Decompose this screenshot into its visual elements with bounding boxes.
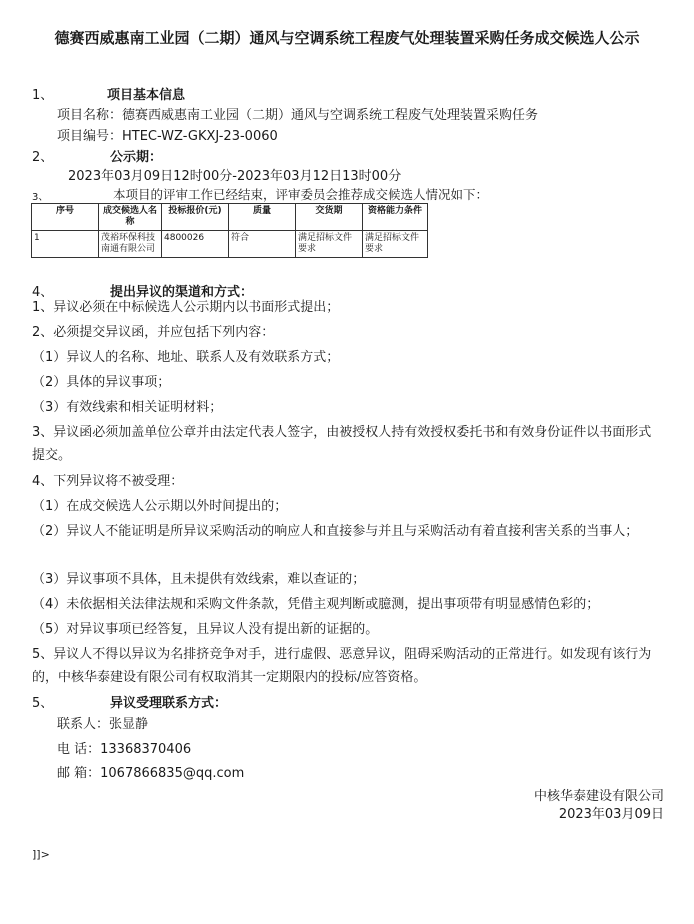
section-5-number: 5、 xyxy=(32,696,54,711)
header-cell: 资格能力条件 xyxy=(363,204,428,231)
header-cell: 质量 xyxy=(229,204,296,231)
footer-date: 2023年03月09日 xyxy=(558,807,664,822)
header-cell: 序号 xyxy=(32,204,99,231)
candidate-table xyxy=(31,203,428,258)
objection-line: （3）有效线索和相关证明材料； xyxy=(32,400,223,415)
publicity-period: 2023年03月09日12时00分-2023年03月12日13时00分 xyxy=(68,169,402,184)
table-cell: 满足招标文件要求 xyxy=(363,231,428,258)
objection-line: 4、下列异议将不被受理： xyxy=(32,474,184,489)
table-cell: 满足招标文件要求 xyxy=(296,231,363,258)
project-name: 项目名称：德赛西威惠南工业园（二期）通风与空调系统工程废气处理装置采购任务 xyxy=(57,108,539,123)
table-cell: 1 xyxy=(32,231,99,258)
table-cell: 符合 xyxy=(229,231,296,258)
contact-phone: 电 话：13368370406 xyxy=(57,742,192,757)
objection-line: （2）异议人不能证明是所异议采购活动的响应人和直接参与并且与采购活动有着直接利害关系的当事人； xyxy=(32,524,639,539)
contact-email: 邮 箱：1067866835@qq.com xyxy=(57,766,245,781)
section-3-number: 3、 xyxy=(32,192,49,203)
contact-person: 联系人：张显静 xyxy=(57,717,149,732)
trailing-mark: ]]> xyxy=(32,848,50,861)
table-row xyxy=(32,231,428,258)
objection-line: （5）对异议事项已经答复，且异议人没有提出新的证据的。 xyxy=(32,622,379,637)
objection-line: （1）异议人的名称、地址、联系人及有效联系方式； xyxy=(32,350,340,365)
page-title: 德赛西威惠南工业园（二期）通风与空调系统工程废气处理装置采购任务成交候选人公示 xyxy=(54,29,640,47)
section-3-text: 本项目的评审工作已经结束，评审委员会推荐成交候选人情况如下： xyxy=(113,187,489,202)
objection-line: 1、异议必须在中标候选人公示期内以书面形式提出； xyxy=(32,300,340,315)
section-4-number: 4、 xyxy=(32,285,54,300)
table-cell: 茂裕环保科技南通有限公司 xyxy=(99,231,162,258)
section-1-number: 1、 xyxy=(32,88,54,103)
objection-line: 3、异议函必须加盖单位公章并由法定代表人签字，由被授权人持有效授权委托书和有效身份证件以书面形式提交。 xyxy=(32,425,652,463)
header-cell: 成交候选人名称 xyxy=(99,204,162,231)
footer-company: 中核华泰建设有限公司 xyxy=(533,789,664,804)
objection-line: 5、异议人不得以异议为名排挤竞争对手，进行虚假、恶意异议，阻碍采购活动的正常进行。如发现有该行为的，中核华泰建设有限公司有权取消其一定期限内的投标/应答资格。 xyxy=(32,647,652,685)
objection-line: （3）异议事项不具体，且未提供有效线索，难以查证的； xyxy=(32,572,366,587)
section-2-number: 2、 xyxy=(32,150,54,165)
objection-line: （4）未依据相关法律法规和采购文件条款，凭借主观判断或臆测，提出事项带有明显感情色彩的； xyxy=(32,597,600,612)
section-4-heading: 提出异议的渠道和方式： xyxy=(110,285,254,300)
section-1-heading: 项目基本信息 xyxy=(107,88,186,103)
project-code: 项目编号：HTEC-WZ-GKXJ-23-0060 xyxy=(57,129,278,144)
header-cell: 投标报价(元) xyxy=(162,204,229,231)
table-cell: 4800026 xyxy=(162,231,229,258)
objection-line: （1）在成交候选人公示期以外时间提出的； xyxy=(32,499,288,514)
objection-line: 2、必须提交异议函，并应包括下列内容： xyxy=(32,325,275,340)
section-5-heading: 异议受理联系方式： xyxy=(110,696,228,711)
header-cell: 交货期 xyxy=(296,204,363,231)
section-2-heading: 公示期： xyxy=(110,150,163,165)
objection-line: （2）具体的异议事项； xyxy=(32,375,171,390)
table-header-row xyxy=(32,204,428,231)
